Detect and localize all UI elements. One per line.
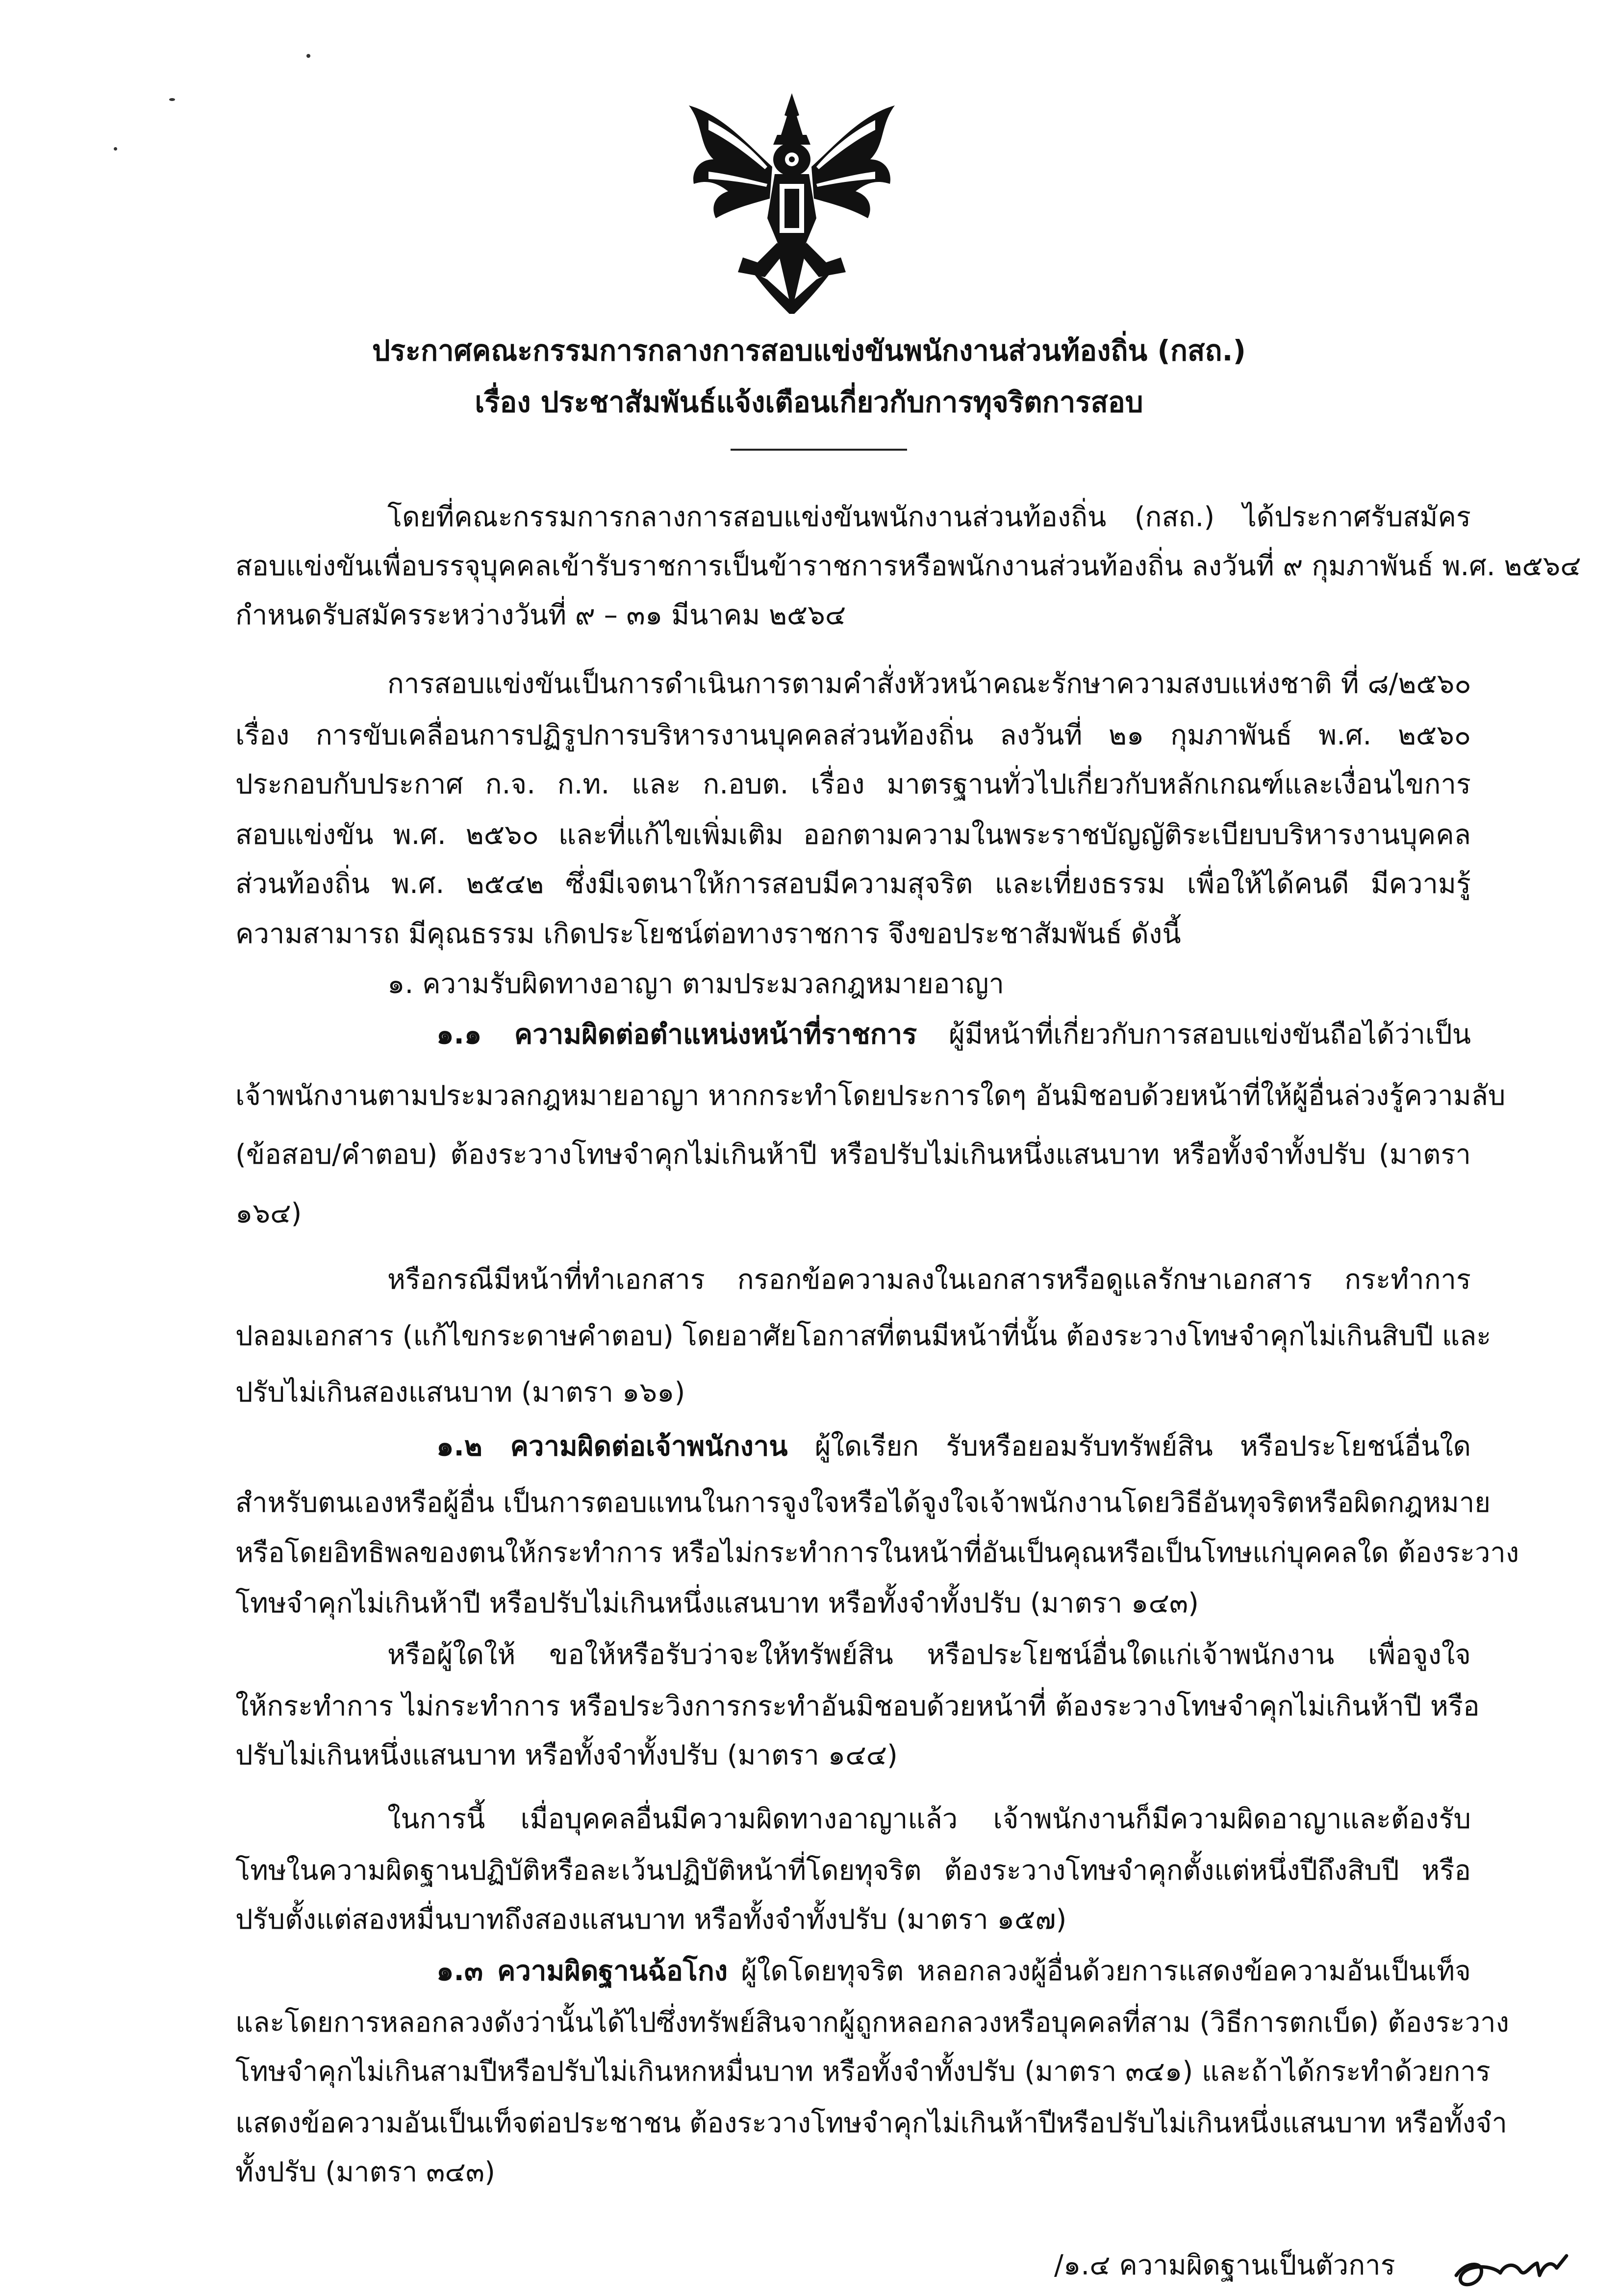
scan-speck: [169, 98, 175, 101]
title-divider: [731, 449, 907, 451]
paragraph-line: ให้กระทำการ ไม่กระทำการ หรือประวิงการกระทำอันมิชอบด้วยหน้าที่ ต้องระวางโทษจำคุกไม่เกินห้าปี หรือ: [235, 1690, 1480, 1722]
subsection-first-line: ๑.๑ ความผิดต่อตำแหน่งหน้าที่ราชการ ผู้มีหน้าที่เกี่ยวกับการสอบแข่งขันถือได้ว่าเป็น: [436, 1019, 1471, 1050]
paragraph-line: (ข้อสอบ/คำตอบ) ต้องระวางโทษจำคุกไม่เกินห้าปี หรือปรับไม่เกินหนึ่งแสนบาท หรือทั้งจำทั้งปรับ (มาตรา: [235, 1139, 1471, 1171]
paragraph-line: สอบแข่งขัน พ.ศ. ๒๕๖๐ และที่แก้ไขเพิ่มเติม ออกตามความในพระราชบัญญัติระเบียบบริหารงานบุคคล: [235, 819, 1471, 851]
paragraph-line: หรือโดยอิทธิพลของตนให้กระทำการ หรือไม่กระทำการในหน้าที่อันเป็นคุณหรือเป็นโทษแก่บุคคลใด ต้องระวาง: [235, 1537, 1519, 1569]
paragraph-line: โดยที่คณะกรรมการกลางการสอบแข่งขันพนักงานส่วนท้องถิ่น (กสถ.) ได้ประกาศรับสมัคร: [387, 501, 1471, 533]
paragraph-line: หรือผู้ใดให้ ขอให้หรือรับว่าจะให้ทรัพย์สิน หรือประโยชน์อื่นใดแก่เจ้าพนักงาน เพื่อจูงใจ: [387, 1639, 1471, 1671]
paragraph-line: ปลอมเอกสาร (แก้ไขกระดาษคำตอบ) โดยอาศัยโอกาสที่ตนมีหน้าที่นั้น ต้องระวางโทษจำคุกไม่เกินสิบปี และ: [235, 1320, 1492, 1352]
paragraph-line: ประกอบกับประกาศ ก.จ. ก.ท. และ ก.อบต. เรื่อง มาตรฐานทั่วไปเกี่ยวกับหลักเกณฑ์และเงื่อนไขการ: [235, 768, 1471, 800]
paragraph-line: โทษจำคุกไม่เกินห้าปี หรือปรับไม่เกินหนึ่งแสนบาท หรือทั้งจำทั้งปรับ (มาตรา ๑๔๓): [235, 1587, 1199, 1619]
paragraph-line: ปรับตั้งแต่สองหมื่นบาทถึงสองแสนบาท หรือทั้งจำทั้งปรับ (มาตรา ๑๕๗): [235, 1904, 1067, 1936]
paragraph-line: กำหนดรับสมัครระหว่างวันที่ ๙ – ๓๑ มีนาคม ๒๕๖๔: [235, 599, 846, 631]
paragraph-line: ในการนี้ เมื่อบุคคลอื่นมีความผิดทางอาญาแล้ว เจ้าพนักงานก็มีความผิดอาญาและต้องรับ: [387, 1803, 1471, 1835]
subsection-first-line: ๑.๓ ความผิดฐานฉ้อโกง ผู้ใดโดยทุจริต หลอกลวงผู้อื่นด้วยการแสดงข้อความอันเป็นเท็จ: [436, 1955, 1471, 1987]
scan-speck: [114, 147, 117, 151]
paragraph-line: โทษในความผิดฐานปฏิบัติหรือละเว้นปฏิบัติหน้าที่โดยทุจริต ต้องระวางโทษจำคุกตั้งแต่หนึ่งปีถึงสิบปี หรือ: [235, 1855, 1471, 1887]
scan-speck: [306, 54, 310, 58]
paragraph-line: สำหรับตนเองหรือผู้อื่น เป็นการตอบแทนในการจูงใจหรือได้จูงใจเจ้าพนักงานโดยวิธีอันทุจริตหรือผิดกฎหมาย: [235, 1487, 1491, 1519]
subsection-title: ๑.๓ ความผิดฐานฉ้อโกง: [436, 1955, 728, 1987]
paragraph-line: โทษจำคุกไม่เกินสามปีหรือปรับไม่เกินหกหมื่นบาท หรือทั้งจำทั้งปรับ (มาตรา ๓๔๑) และถ้าได้กระทำด้วยการ: [235, 2056, 1491, 2088]
paragraph-line: และโดยการหลอกลวงดังว่านั้นได้ไปซึ่งทรัพย์สินจากผู้ถูกหลอกลวงหรือบุคคลที่สาม (วิธีการตกเบ็ด) ต้องระวาง: [235, 2007, 1509, 2039]
paragraph-line: แสดงข้อความอันเป็นเท็จต่อประชาชน ต้องระวางโทษจำคุกไม่เกินห้าปีหรือปรับไม่เกินหนึ่งแสนบาท หรือทั้งจำ: [235, 2107, 1507, 2139]
paragraph-line: ส่วนท้องถิ่น พ.ศ. ๒๕๔๒ ซึ่งมีเจตนาให้การสอบมีความสุจริต และเที่ยงธรรม เพื่อให้ได้คนดี มีความรู้: [235, 868, 1471, 900]
paragraph-line: ทั้งปรับ (มาตรา ๓๔๓): [235, 2156, 495, 2188]
paragraph-line: เจ้าพนักงานตามประมวลกฎหมายอาญา หากกระทำโดยประการใดๆ อันมิชอบด้วยหน้าที่ให้ผู้อื่นล่วงรู้ความลับ: [235, 1080, 1506, 1112]
section-heading: ๑. ความรับผิดทางอาญา ตามประมวลกฎหมายอาญา: [387, 968, 1004, 1000]
page-continuation: /๑.๔ ความผิดฐานเป็นตัวการ: [1054, 2249, 1395, 2281]
subsection-title: ๑.๑ ความผิดต่อตำแหน่งหน้าที่ราชการ: [436, 1019, 917, 1050]
paragraph-line: เรื่อง การขับเคลื่อนการปฏิรูปการบริหารงานบุคคลส่วนท้องถิ่น ลงวันที่ ๒๑ กุมภาพันธ์ พ.ศ. ๒๕๖๐: [235, 719, 1471, 751]
paragraph-line: ปรับไม่เกินหนึ่งแสนบาท หรือทั้งจำทั้งปรับ (มาตรา ๑๔๔): [235, 1739, 898, 1771]
signature-initials: [1446, 2241, 1574, 2295]
announcement-subject: เรื่อง ประชาสัมพันธ์แจ้งเตือนเกี่ยวกับการทุจริตการสอบ: [475, 385, 1143, 419]
subsection-first-line: ๑.๒ ความผิดต่อเจ้าพนักงาน ผู้ใดเรียก รับหรือยอมรับทรัพย์สิน หรือประโยชน์อื่นใด: [436, 1430, 1471, 1462]
paragraph-line: ๑๖๔): [235, 1198, 302, 1229]
paragraph-line: การสอบแข่งขันเป็นการดำเนินการตามคำสั่งหัวหน้าคณะรักษาความสงบแห่งชาติ ที่ ๘/๒๕๖๐: [387, 668, 1471, 700]
paragraph-line: ความสามารถ มีคุณธรรม เกิดประโยชน์ต่อทางราชการ จึงขอประชาสัมพันธ์ ดังนี้: [235, 918, 1181, 950]
garuda-emblem-icon: [679, 86, 905, 316]
paragraph-line: หรือกรณีมีหน้าที่ทำเอกสาร กรอกข้อความลงในเอกสารหรือดูแลรักษาเอกสาร กระทำการ: [387, 1264, 1471, 1296]
subsection-title: ๑.๒ ความผิดต่อเจ้าพนักงาน: [436, 1430, 788, 1462]
announcement-title: ประกาศคณะกรรมการกลางการสอบแข่งขันพนักงานส่วนท้องถิ่น (กสถ.): [372, 334, 1246, 367]
paragraph-line: ปรับไม่เกินสองแสนบาท (มาตรา ๑๖๑): [235, 1377, 685, 1408]
paragraph-line: สอบแข่งขันเพื่อบรรจุบุคคลเข้ารับราชการเป็นข้าราชการหรือพนักงานส่วนท้องถิ่น ลงวันที่ ๙ กุมภาพันธ์ พ.ศ. ๒๕๖๔: [235, 550, 1581, 582]
